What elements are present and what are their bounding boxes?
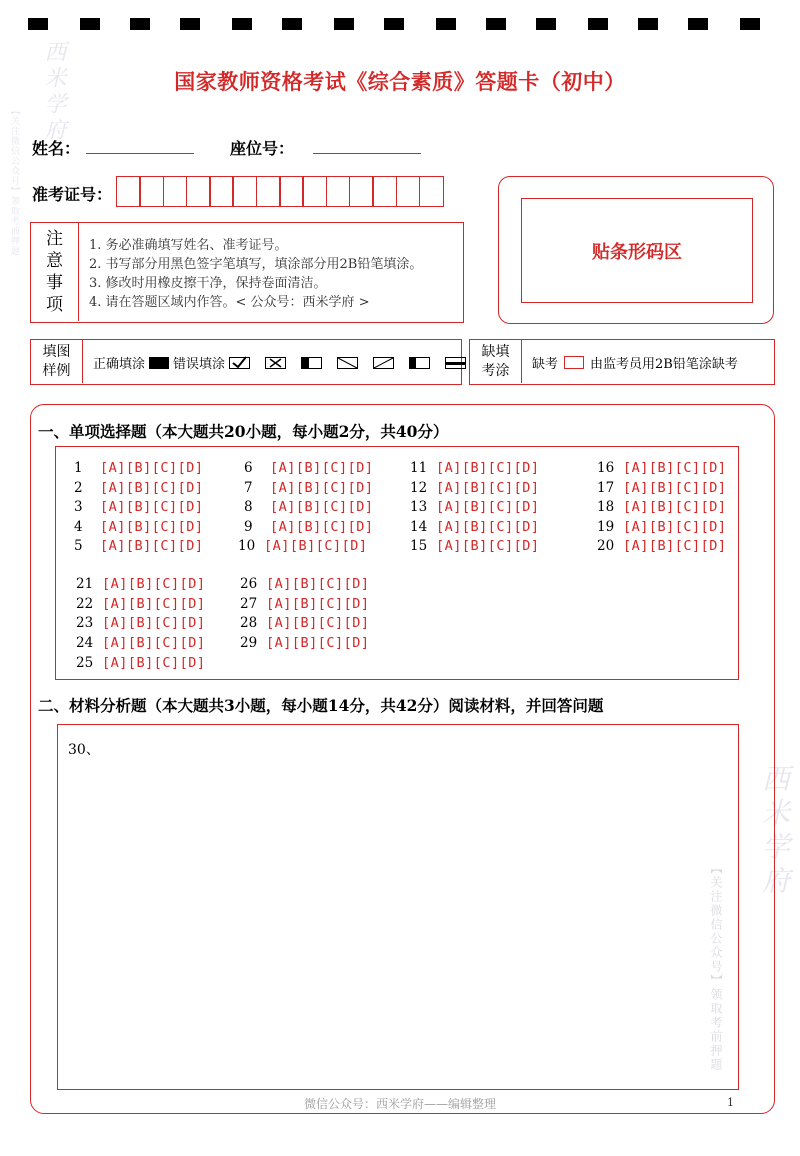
name-label: 姓名： xyxy=(32,139,81,158)
id-digit-box[interactable] xyxy=(139,176,164,207)
question-30-label: 30、 xyxy=(68,742,100,758)
page-title: 国家教师资格考试《综合素质》答题卡（初中） xyxy=(174,69,626,94)
question-19[interactable] xyxy=(597,519,727,535)
absent-row xyxy=(532,353,738,372)
answer-options[interactable]: [A][B][C][D] xyxy=(436,519,540,535)
question-5[interactable] xyxy=(74,538,204,554)
id-digit-box[interactable] xyxy=(209,176,234,207)
diagonal-mark-icon xyxy=(337,356,359,370)
question-9[interactable] xyxy=(244,519,374,535)
question-2[interactable] xyxy=(74,480,204,496)
answer-options[interactable]: [A][B][C][D] xyxy=(266,576,370,592)
question-number: 2 xyxy=(74,480,83,496)
timing-mark xyxy=(232,18,252,30)
question-27[interactable] xyxy=(240,596,370,612)
name-field[interactable] xyxy=(86,153,194,154)
answer-options[interactable]: [A][B][C][D] xyxy=(100,499,204,515)
id-digit-box[interactable] xyxy=(186,176,211,207)
note-item: 3. 修改时用橡皮擦干净，保持卷面清洁。 xyxy=(89,276,327,291)
id-digit-box[interactable] xyxy=(116,176,141,207)
answer-options[interactable]: [A][B][C][D] xyxy=(266,615,370,631)
absent-checkbox[interactable] xyxy=(564,356,584,369)
fill-example-heading: 填图样例 xyxy=(42,343,71,379)
answer-options[interactable]: [A][B][C][D] xyxy=(436,480,540,496)
question-20[interactable] xyxy=(597,538,727,554)
question-number: 15 xyxy=(410,538,428,554)
absent-heading: 缺填考涂 xyxy=(481,343,510,379)
notes-box xyxy=(30,222,464,323)
question-22[interactable] xyxy=(76,596,206,612)
question-4[interactable] xyxy=(74,519,204,535)
section2-title: 二、材料分析题（本大题共3小题，每小题14分，共42分）阅读材料，并回答问题 xyxy=(38,696,604,715)
fill-example-box xyxy=(30,339,462,385)
timing-mark xyxy=(180,18,200,30)
answer-options[interactable]: [A][B][C][D] xyxy=(436,460,540,476)
seat-field[interactable] xyxy=(313,153,421,154)
answer-options[interactable]: [A][B][C][D] xyxy=(270,499,374,515)
timing-mark xyxy=(130,18,150,30)
timing-mark xyxy=(282,18,302,30)
answer-options[interactable]: [A][B][C][D] xyxy=(270,460,374,476)
answer-options[interactable]: [A][B][C][D] xyxy=(270,519,374,535)
question-number: 16 xyxy=(597,460,615,476)
answer-options[interactable]: [A][B][C][D] xyxy=(623,480,727,496)
watermark-brand: 西米学府 xyxy=(41,40,66,144)
answer-options[interactable]: [A][B][C][D] xyxy=(102,655,206,671)
question-number: 13 xyxy=(410,499,428,515)
question-number: 18 xyxy=(597,499,615,515)
barcode-area xyxy=(521,198,753,303)
id-digit-box[interactable] xyxy=(326,176,351,207)
question-26[interactable] xyxy=(240,576,370,592)
watermark-side-text: 【关注微信公众号】领取考前押题 xyxy=(9,106,19,256)
question-number: 9 xyxy=(244,519,253,535)
answer-options[interactable]: [A][B][C][D] xyxy=(264,538,368,554)
absent-label: 缺考 xyxy=(532,357,559,372)
question-10[interactable] xyxy=(238,538,368,554)
note-item: 2. 书写部分用黑色签字笔填写，填涂部分用2B铅笔填涂。 xyxy=(89,257,423,272)
question-18[interactable] xyxy=(597,499,727,515)
answer-options[interactable]: [A][B][C][D] xyxy=(102,576,206,592)
fill-example-row xyxy=(93,353,467,372)
question-number: 27 xyxy=(240,596,258,612)
answer-options[interactable]: [A][B][C][D] xyxy=(102,635,206,651)
question-28[interactable] xyxy=(240,615,370,631)
footer-text: 微信公众号：西米学府——编辑整理 xyxy=(303,1097,496,1111)
answer-options[interactable]: [A][B][C][D] xyxy=(100,480,204,496)
timing-mark xyxy=(588,18,608,30)
answer-options[interactable]: [A][B][C][D] xyxy=(102,615,206,631)
id-digit-box[interactable] xyxy=(419,176,444,207)
answer-options[interactable]: [A][B][C][D] xyxy=(436,499,540,515)
timing-mark xyxy=(486,18,506,30)
question-number: 22 xyxy=(76,596,94,612)
question-24[interactable] xyxy=(76,635,206,651)
question-17[interactable] xyxy=(597,480,727,496)
question-number: 24 xyxy=(76,635,94,651)
section1-title: 一、单项选择题（本大题共20小题，每小题2分，共40分） xyxy=(38,422,449,441)
check-mark-icon xyxy=(229,356,251,370)
timing-mark xyxy=(80,18,100,30)
bar-mark-icon xyxy=(445,356,467,370)
id-digit-box[interactable] xyxy=(163,176,188,207)
id-digit-box[interactable] xyxy=(256,176,281,207)
answer-options[interactable]: [A][B][C][D] xyxy=(100,538,204,554)
answer-area-30[interactable] xyxy=(57,724,739,1090)
note-item: 4. 请在答题区域内作答。< 公众号：西米学府 > xyxy=(89,295,370,310)
question-21[interactable] xyxy=(76,576,206,592)
notes-list xyxy=(89,236,422,312)
timing-mark xyxy=(28,18,48,30)
id-digit-box[interactable] xyxy=(349,176,374,207)
id-digit-box[interactable] xyxy=(302,176,327,207)
filled-mark-icon xyxy=(149,357,169,369)
answer-options[interactable]: [A][B][C][D] xyxy=(623,499,727,515)
question-number: 21 xyxy=(76,576,94,592)
absent-note: 由监考员用2B铅笔涂缺考 xyxy=(590,357,738,372)
answer-options[interactable]: [A][B][C][D] xyxy=(100,519,204,535)
answer-options[interactable]: [A][B][C][D] xyxy=(623,519,727,535)
answer-options[interactable]: [A][B][C][D] xyxy=(270,480,374,496)
question-number: 23 xyxy=(76,615,94,631)
id-digit-box[interactable] xyxy=(279,176,304,207)
question-16[interactable] xyxy=(597,460,727,476)
answer-options[interactable]: [A][B][C][D] xyxy=(266,635,370,651)
question-number: 12 xyxy=(410,480,428,496)
notes-heading-cell xyxy=(31,223,79,321)
question-number: 28 xyxy=(240,615,258,631)
cross-mark-icon xyxy=(265,356,287,370)
question-number: 4 xyxy=(74,519,83,535)
question-25[interactable] xyxy=(76,655,206,671)
question-12[interactable] xyxy=(410,480,540,496)
timing-mark xyxy=(688,18,708,30)
question-number: 11 xyxy=(410,460,428,476)
question-number: 5 xyxy=(74,538,83,554)
question-number: 7 xyxy=(244,480,253,496)
question-15[interactable] xyxy=(410,538,540,554)
question-number: 3 xyxy=(74,499,83,515)
id-label: 准考证号： xyxy=(32,185,113,204)
timing-mark xyxy=(334,18,354,30)
question-29[interactable] xyxy=(240,635,370,651)
answer-options[interactable]: [A][B][C][D] xyxy=(623,460,727,476)
timing-mark xyxy=(436,18,456,30)
page-number: 1 xyxy=(727,1096,734,1109)
correct-fill-label: 正确填涂 xyxy=(93,357,146,372)
question-3[interactable] xyxy=(74,499,204,515)
notes-heading: 注意事项 xyxy=(46,229,63,315)
question-13[interactable] xyxy=(410,499,540,515)
timing-mark xyxy=(740,18,760,30)
question-8[interactable] xyxy=(244,499,374,515)
question-11[interactable] xyxy=(410,460,540,476)
question-number: 10 xyxy=(238,538,256,554)
answer-options[interactable]: [A][B][C][D] xyxy=(100,460,204,476)
timing-mark xyxy=(384,18,404,30)
answer-options[interactable]: [A][B][C][D] xyxy=(436,538,540,554)
absent-heading-cell xyxy=(470,340,522,383)
answer-options[interactable]: [A][B][C][D] xyxy=(102,596,206,612)
id-digit-box[interactable] xyxy=(396,176,421,207)
slash-mark-icon xyxy=(373,356,395,370)
question-number: 6 xyxy=(244,460,253,476)
question-number: 14 xyxy=(410,519,428,535)
question-number: 25 xyxy=(76,655,94,671)
question-number: 29 xyxy=(240,635,258,651)
id-digit-box[interactable] xyxy=(372,176,397,207)
question-number: 20 xyxy=(597,538,615,554)
watermark-brand-right: 西米学府 xyxy=(758,764,791,900)
fill-example-heading-cell xyxy=(31,340,83,383)
question-7[interactable] xyxy=(244,480,374,496)
barcode-label: 贴条形码区 xyxy=(592,241,682,263)
absent-box xyxy=(469,339,775,385)
question-6[interactable] xyxy=(244,460,374,476)
question-number: 1 xyxy=(74,460,83,476)
question-number: 19 xyxy=(597,519,615,535)
timing-mark xyxy=(638,18,658,30)
answer-options[interactable]: [A][B][C][D] xyxy=(623,538,727,554)
timing-mark xyxy=(536,18,556,30)
question-1[interactable] xyxy=(74,460,204,476)
question-number: 26 xyxy=(240,576,258,592)
question-number: 8 xyxy=(244,499,253,515)
seat-label: 座位号： xyxy=(230,139,295,158)
watermark-side-text-right: 【关注微信公众号】领取考前押题 xyxy=(709,862,723,1072)
half-fill-mark-icon xyxy=(301,356,323,370)
question-number: 17 xyxy=(597,480,615,496)
answer-options[interactable]: [A][B][C][D] xyxy=(266,596,370,612)
question-23[interactable] xyxy=(76,615,206,631)
id-digit-box[interactable] xyxy=(232,176,257,207)
note-item: 1. 务必准确填写姓名、准考证号。 xyxy=(89,238,288,253)
left-fill-mark-icon xyxy=(409,356,431,370)
question-14[interactable] xyxy=(410,519,540,535)
wrong-fill-label: 错误填涂 xyxy=(173,357,226,372)
id-number-boxes[interactable] xyxy=(116,176,442,207)
